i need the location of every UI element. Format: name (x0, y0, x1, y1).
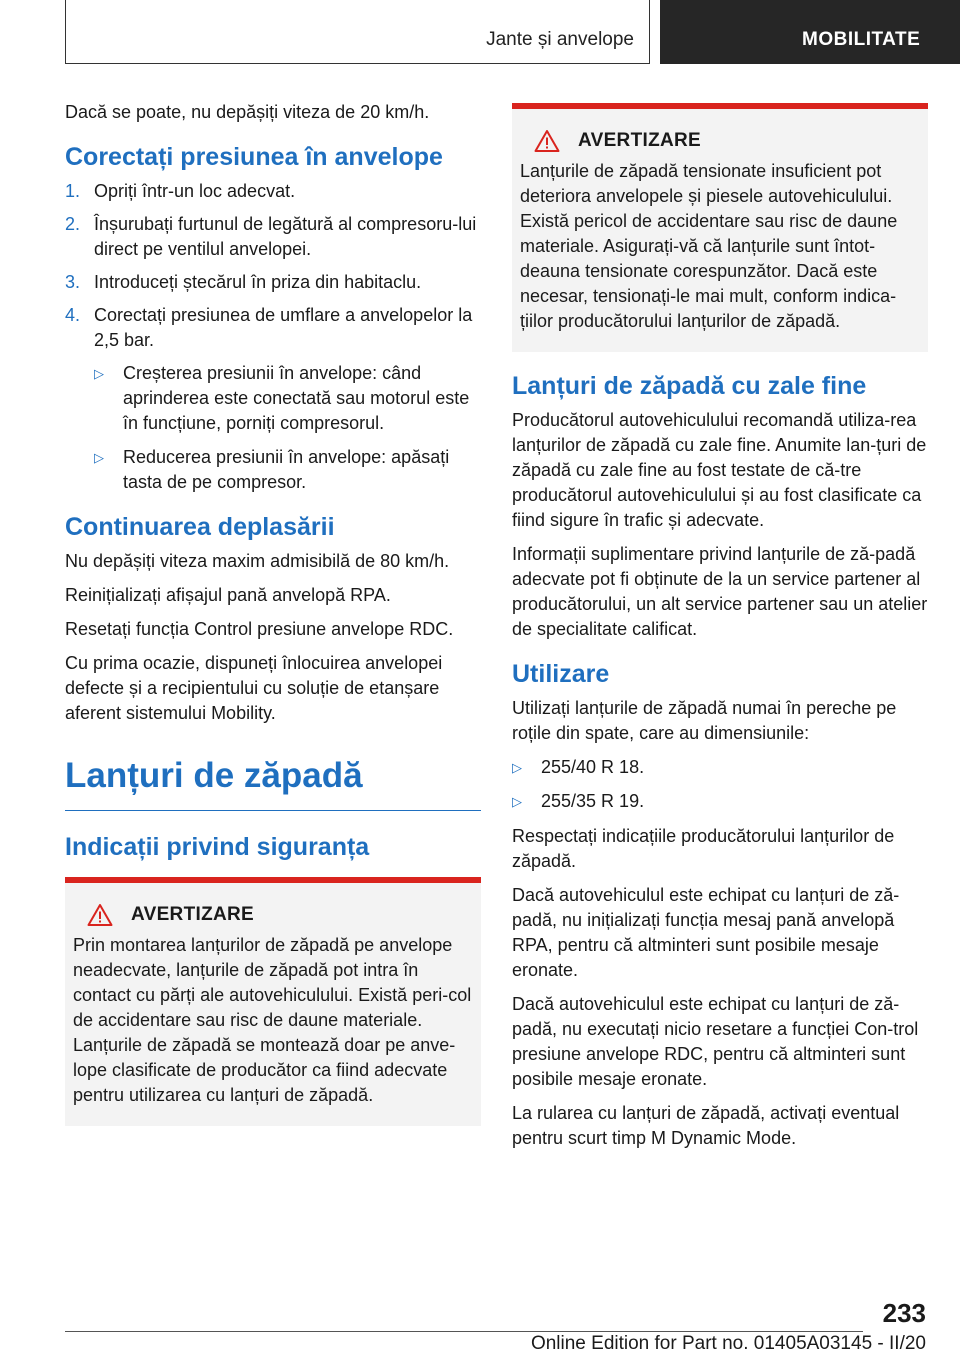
substep-text: Reducerea presiunii în anvelope: apăsați tasta de pe compresor. (123, 447, 450, 492)
step-number: 1. (65, 181, 81, 201)
step-text: Corectați presiunea de umflare a anvelopelor la 2,5 bar. (94, 305, 473, 350)
paragraph: Nu depășiți viteza maxim admisibilă de 80 km/h. (65, 551, 450, 571)
heading-continue-driving: Continuarea deplasării (65, 513, 335, 541)
intro-paragraph: Dacă se poate, nu depășiți viteza de 20 km/h. (65, 102, 430, 122)
list-item (94, 361, 481, 436)
heading-snow-chains: Lanțuri de zăpadă (65, 754, 481, 811)
list-item (65, 212, 481, 262)
step-number: 4. (65, 305, 81, 325)
paragraph: Dacă autovehiculul este echipat cu lanțuri de ză-padă, nu inițializați funcția mesaj pană anvelopă RPA, pentru că altminteri sunt posibile mesaje eronate. (512, 885, 900, 980)
warning-text: Lanțurile de zăpadă tensionate insuficient pot deteriora anvelopele și piesele autovehiculului. Există pericol de accidentare sau risc de daune materiale. Asigurați-vă că lanțurile sunt întot-deauna tensionate corespunzător. Dacă este necesar, tensionați-le mai mult, conform indica-țiilor producătorului lanțurilor de zăpadă. (520, 161, 898, 331)
page-number: 233 (882, 1298, 926, 1328)
paragraph: Resetați funcția Control presiune anvelope RDC. (65, 619, 454, 639)
paragraph: Utilizați lanțurile de zăpadă numai în pereche pe roțile din spate, care au dimensiunile: (512, 698, 897, 743)
list-item (512, 755, 928, 780)
footer-divider (65, 1331, 863, 1332)
step-text: Introduceți ștecărul în priza din habitaclu. (94, 272, 422, 292)
triangle-bullet-icon: ▷ (94, 366, 104, 381)
warning-triangle-icon (87, 903, 113, 927)
step-number: 3. (65, 272, 81, 292)
step-number: 2. (65, 214, 81, 234)
list-item (65, 179, 481, 204)
list-item (512, 789, 928, 814)
substep-text: Creșterea presiunii în anvelope: când aprinderea este conectată sau motorul este în funcțiune, porniți compresorul. (123, 363, 470, 433)
warning-header (73, 903, 473, 927)
paragraph: Respectați indicațiile producătorului lanțurilor de zăpadă. (512, 826, 895, 871)
triangle-bullet-icon: ▷ (512, 794, 522, 809)
warning-header (520, 129, 920, 153)
warning-box (512, 103, 928, 352)
list-item (65, 270, 481, 295)
heading-correct-pressure: Corectați presiunea în anvelope (65, 143, 443, 171)
heading-usage: Utilizare (512, 660, 610, 688)
warning-triangle-icon (534, 129, 560, 153)
paragraph: Informații suplimentare privind lanțurile de ză-padă adecvate pot fi obținute de la un service partener al producătorului, un alt service partener sau un atelier de specialitate calificat. (512, 544, 928, 639)
tire-size: 255/35 R 19. (541, 791, 645, 811)
left-column (65, 100, 481, 1144)
paragraph: La rularea cu lanțuri de zăpadă, activați eventual pentru scurt timp M Dynamic Mode. (512, 1103, 900, 1148)
step-text: Înșurubați furtunul de legătură al compresoru-lui direct pe ventilul anvelopei. (94, 214, 477, 259)
paragraph: Reinițializați afișajul pană anvelopă RPA. (65, 585, 391, 605)
list-item (94, 445, 481, 495)
header-chapter-tab: MOBILITATE (660, 0, 960, 64)
tire-sizes-list (512, 755, 928, 814)
steps-list (65, 179, 481, 353)
heading-safety-notes: Indicații privind siguranța (65, 833, 370, 861)
tire-size: 255/40 R 18. (541, 757, 645, 777)
triangle-bullet-icon: ▷ (512, 760, 522, 775)
warning-title: AVERTIZARE (131, 904, 254, 925)
triangle-bullet-icon: ▷ (94, 450, 104, 465)
paragraph: Dacă autovehiculul este echipat cu lanțuri de ză-padă, nu executați nicio resetare a funcției Con-trol presiune anvelope RDC, pentru că altminteri sunt posibile mesaje eronate. (512, 994, 919, 1089)
header-section-title: Jante și anvelope (486, 29, 634, 50)
paragraph: Cu prima ocazie, dispuneți înlocuirea anvelopei defecte și a recipientului cu soluție de etanșare aferent sistemului Mobility. (65, 653, 443, 723)
substeps-list (94, 361, 481, 495)
heading-fine-link-chains: Lanțuri de zăpadă cu zale fine (512, 372, 867, 400)
paragraph: Producătorul autovehiculului recomandă utiliza-rea lanțurilor de zăpadă cu zale fine. Anumite lan-țuri de zăpadă cu zale fine au fost testate de că-tre producătorul autovehiculului și au fost clasificate ca fiind sigure în trafic și adecvate. (512, 410, 927, 530)
right-column (512, 103, 928, 1160)
list-item (65, 303, 481, 353)
step-text: Opriți într-un loc adecvat. (94, 181, 296, 201)
footer-edition: Online Edition for Part no. 01405A03145 - II/20 (530, 1333, 926, 1354)
warning-text: Prin montarea lanțurilor de zăpadă pe anvelope neadecvate, lanțurile de zăpadă pot intra în contact cu părți ale autovehiculului. Există peri-col de accidentare sau risc de daune materiale. Lanțurile de zăpadă se montează doar pe anve-lope clasificate de producător ca fiind adecvate pentru utilizarea cu lanțuri de zăpadă. (73, 935, 472, 1105)
warning-title: AVERTIZARE (578, 130, 701, 151)
warning-box (65, 877, 481, 1126)
